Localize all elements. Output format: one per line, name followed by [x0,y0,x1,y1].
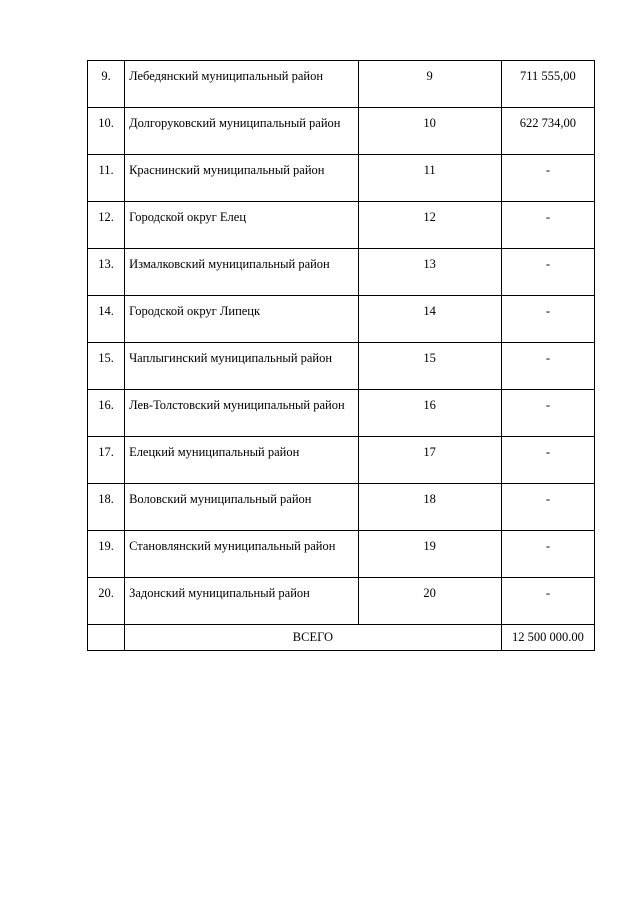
table-row [88,202,595,249]
row-number: 15. [88,343,125,390]
table-row [88,108,595,155]
row-number: 19. [88,531,125,578]
table-row [88,155,595,202]
table-body [88,61,595,651]
table-row [88,249,595,296]
amount: - [501,390,594,437]
district-name: Городской округ Елец [125,202,358,249]
row-number: 17. [88,437,125,484]
allocation-table [87,60,595,651]
table-row [88,61,595,108]
district-code: 18 [358,484,501,531]
row-number: 13. [88,249,125,296]
amount: - [501,578,594,625]
district-name: Воловский муниципальный район [125,484,358,531]
amount: 622 734,00 [501,108,594,155]
district-name: Лебедянский муниципальный район [125,61,358,108]
district-name: Чаплыгинский муниципальный район [125,343,358,390]
district-code: 15 [358,343,501,390]
total-label: ВСЕГО [125,625,502,651]
total-empty-cell [88,625,125,651]
district-code: 17 [358,437,501,484]
district-name: Измалковский муниципальный район [125,249,358,296]
amount: - [501,202,594,249]
district-name: Становлянский муниципальный район [125,531,358,578]
district-name: Долгоруковский муниципальный район [125,108,358,155]
district-code: 11 [358,155,501,202]
amount: 711 555,00 [501,61,594,108]
total-row [88,625,595,651]
row-number: 18. [88,484,125,531]
amount: - [501,249,594,296]
table-row [88,578,595,625]
district-code: 13 [358,249,501,296]
amount: - [501,437,594,484]
table-row [88,390,595,437]
table-row [88,484,595,531]
district-code: 9 [358,61,501,108]
row-number: 20. [88,578,125,625]
row-number: 11. [88,155,125,202]
district-code: 16 [358,390,501,437]
district-code: 10 [358,108,501,155]
amount: - [501,531,594,578]
row-number: 16. [88,390,125,437]
row-number: 10. [88,108,125,155]
district-code: 20 [358,578,501,625]
total-amount: 12 500 000.00 [501,625,594,651]
row-number: 9. [88,61,125,108]
table-row [88,437,595,484]
district-name: Краснинский муниципальный район [125,155,358,202]
amount: - [501,296,594,343]
row-number: 12. [88,202,125,249]
district-code: 12 [358,202,501,249]
district-code: 19 [358,531,501,578]
district-name: Городской округ Липецк [125,296,358,343]
district-code: 14 [358,296,501,343]
district-name: Лев-Толстовский муниципальный район [125,390,358,437]
row-number: 14. [88,296,125,343]
amount: - [501,155,594,202]
table-row [88,343,595,390]
district-name: Елецкий муниципальный район [125,437,358,484]
table-row [88,531,595,578]
table-row [88,296,595,343]
district-name: Задонский муниципальный район [125,578,358,625]
amount: - [501,484,594,531]
amount: - [501,343,594,390]
